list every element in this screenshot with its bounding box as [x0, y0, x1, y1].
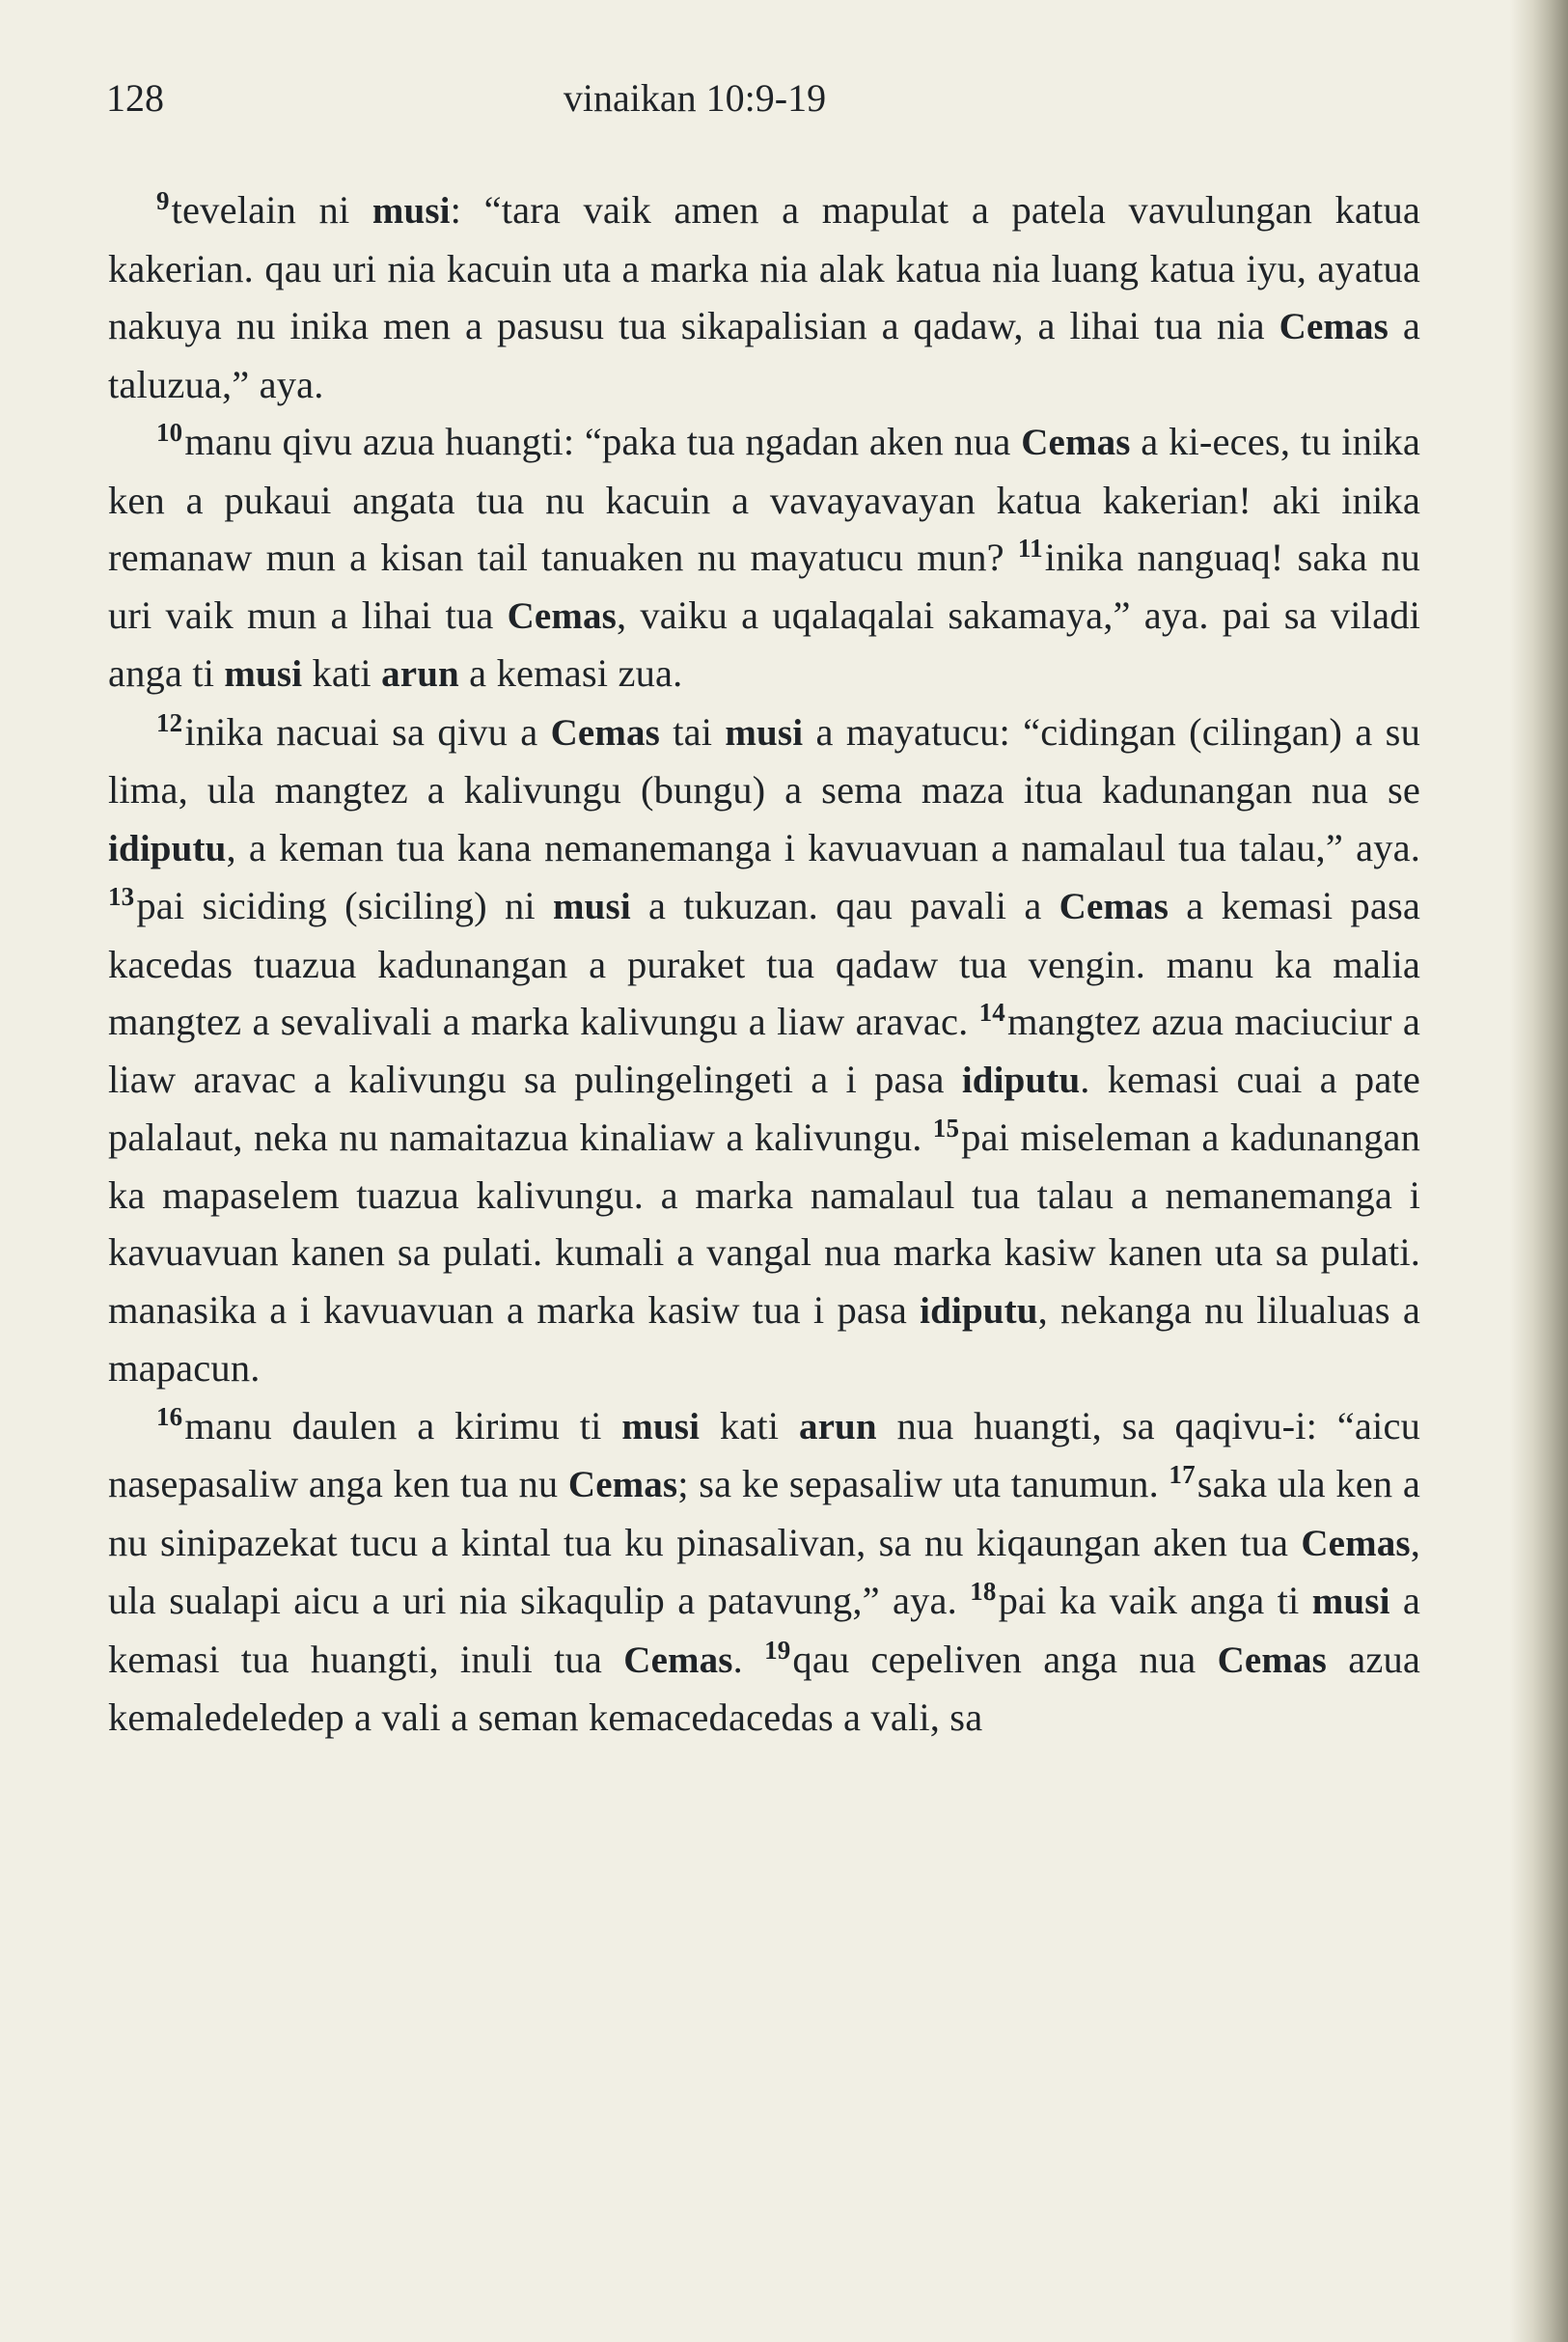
paragraph — [108, 413, 1420, 703]
text-segment: inika nacuai sa qivu a — [184, 709, 551, 754]
verse-number: 10 — [156, 418, 183, 447]
text-segment: a kemasi pasa kacedas tuazua kadunangan a puraket tua qadaw tua vengin. manu ka malia mangtez a sevalivali a marka kalivungu a liaw aravac. — [108, 884, 1420, 1043]
text-segment: , ula sualapi aicu a uri nia sikaqulip a patavung,” aya. — [108, 1520, 1420, 1622]
text-segment: manu qivu azua huangti: “paka tua ngadan aken nua — [184, 420, 1022, 463]
bold-term: Cemas — [567, 1464, 678, 1505]
bold-term: musi — [725, 711, 804, 754]
bold-term: idiputu — [920, 1289, 1038, 1332]
bold-term: musi — [224, 653, 303, 695]
bold-term: musi — [553, 886, 631, 927]
text-segment: . kemasi cuai a pate palalaut, neka nu namaitazua kinaliaw a kalivungu. — [108, 1057, 1420, 1159]
text-segment: kati — [700, 1403, 799, 1447]
bold-term: Cemas — [1059, 886, 1169, 927]
bold-term: Cemas — [1217, 1639, 1327, 1681]
text-segment: . — [732, 1637, 765, 1681]
bold-term: Cemas — [507, 594, 617, 637]
verse-number: 19 — [764, 1635, 791, 1665]
text-segment: manu daulen a kirimu ti — [184, 1403, 622, 1447]
verse-number: 9 — [156, 186, 170, 215]
text-segment: a taluzua,” aya. — [108, 304, 1420, 406]
text-segment: mangtez azua maciuciur a liaw aravac a kalivungu sa pulingelingeti a i pasa — [108, 1000, 1420, 1101]
text-segment: kati — [302, 651, 382, 695]
bold-term: musi — [1311, 1581, 1390, 1622]
bold-term: musi — [621, 1405, 701, 1447]
text-segment: pai miseleman a kadunangan ka mapaselem tuazua kalivungu. a marka namalaul tua talau a nemanemanga i kavuavuan kanen sa pulati. kumali a vangal nua marka kasiw kanen uta sa pulati. manasika a i kavuavuan a marka kasiw tua i pasa — [108, 1116, 1420, 1332]
text-segment: a kemasi zua. — [458, 651, 683, 695]
text-segment: a tukuzan. qau pavali a — [630, 884, 1059, 927]
text-segment: a ki-eces, tu inika ken a pukaui angata tua nu kacuin a vavayavayan katua kakerian! aki inika remanaw mun a kisan tail tanuaken nu mayatucu mun? — [108, 420, 1420, 579]
verse-number: 15 — [932, 1114, 960, 1143]
running-head: vinaikan 10:9-19 — [563, 76, 827, 120]
verse-number: 17 — [1169, 1460, 1196, 1489]
body-text — [108, 181, 1420, 1747]
verse-number: 13 — [108, 882, 135, 911]
verse-number: 14 — [978, 998, 1005, 1027]
bold-term: arun — [798, 1405, 877, 1447]
page-edge-shadow — [1510, 0, 1568, 2342]
verse-number: 18 — [970, 1577, 997, 1606]
paragraph — [108, 1397, 1420, 1747]
bold-term: Cemas — [1301, 1522, 1411, 1564]
text-segment: , a keman tua kana nemanemanga i kavuavuan a namalaul tua talau,” aya. — [226, 825, 1420, 869]
bold-term: Cemas — [1279, 306, 1389, 347]
bold-term: idiputu — [961, 1059, 1081, 1101]
text-segment: saka ula ken a nu sinipazekat tucu a kintal tua ku pinasalivan, sa nu kiqaungan aken tua — [108, 1462, 1420, 1564]
text-segment: inika nanguaq! saka nu uri vaik mun a lihai tua — [108, 536, 1420, 637]
text-segment: pai ka vaik anga ti — [998, 1579, 1312, 1622]
text-segment: , nekanga nu lilualuas a mapacun. — [108, 1287, 1420, 1390]
text-segment: tevelain ni — [171, 188, 372, 232]
page-header — [106, 75, 1428, 143]
text-segment: azua kemaledeledep a vali a seman kemacedacedas a vali, sa — [108, 1637, 1420, 1739]
bold-term: Cemas — [550, 711, 660, 754]
text-segment: tai — [660, 709, 726, 754]
text-segment: nua huangti, sa qaqivu-i: “aicu nasepasaliw anga ken tua nu — [108, 1403, 1420, 1505]
text-segment: qau cepeliven anga nua — [792, 1637, 1218, 1681]
verse-number: 16 — [156, 1401, 183, 1431]
text-segment: , vaiku a uqalaqalai sakamaya,” aya. pai sa viladi anga ti — [108, 592, 1421, 695]
paragraph — [108, 703, 1420, 1397]
paragraph — [108, 181, 1420, 413]
bold-term: arun — [381, 653, 459, 695]
text-segment: ; sa ke sepasaliw uta tanumun. — [677, 1462, 1169, 1505]
text-segment: a kemasi tua huangti, inuli tua — [108, 1579, 1420, 1681]
bold-term: Cemas — [623, 1639, 733, 1681]
page-number: 128 — [106, 76, 164, 120]
text-segment: a mayatucu: “cidingan (cilingan) a su lima, ula mangtez a kalivungu (bungu) a sema maza itua kadunangan nua se — [108, 709, 1420, 812]
verse-number: 11 — [1017, 534, 1043, 563]
bold-term: musi — [371, 190, 451, 232]
bold-term: idiputu — [108, 827, 227, 869]
verse-number: 12 — [156, 707, 183, 737]
text-segment: : “tara vaik amen a mapulat a patela vavulungan katua kakerian. qau uri nia kacuin uta a marka nia alak katua nia luang katua iyu, ayatua nakuya nu inika men a pasusu tua sikapalisian a qadaw, a lihai tua nia — [108, 188, 1420, 347]
bold-term: Cemas — [1021, 422, 1131, 463]
text-segment: pai siciding (siciling) ni — [136, 884, 554, 927]
